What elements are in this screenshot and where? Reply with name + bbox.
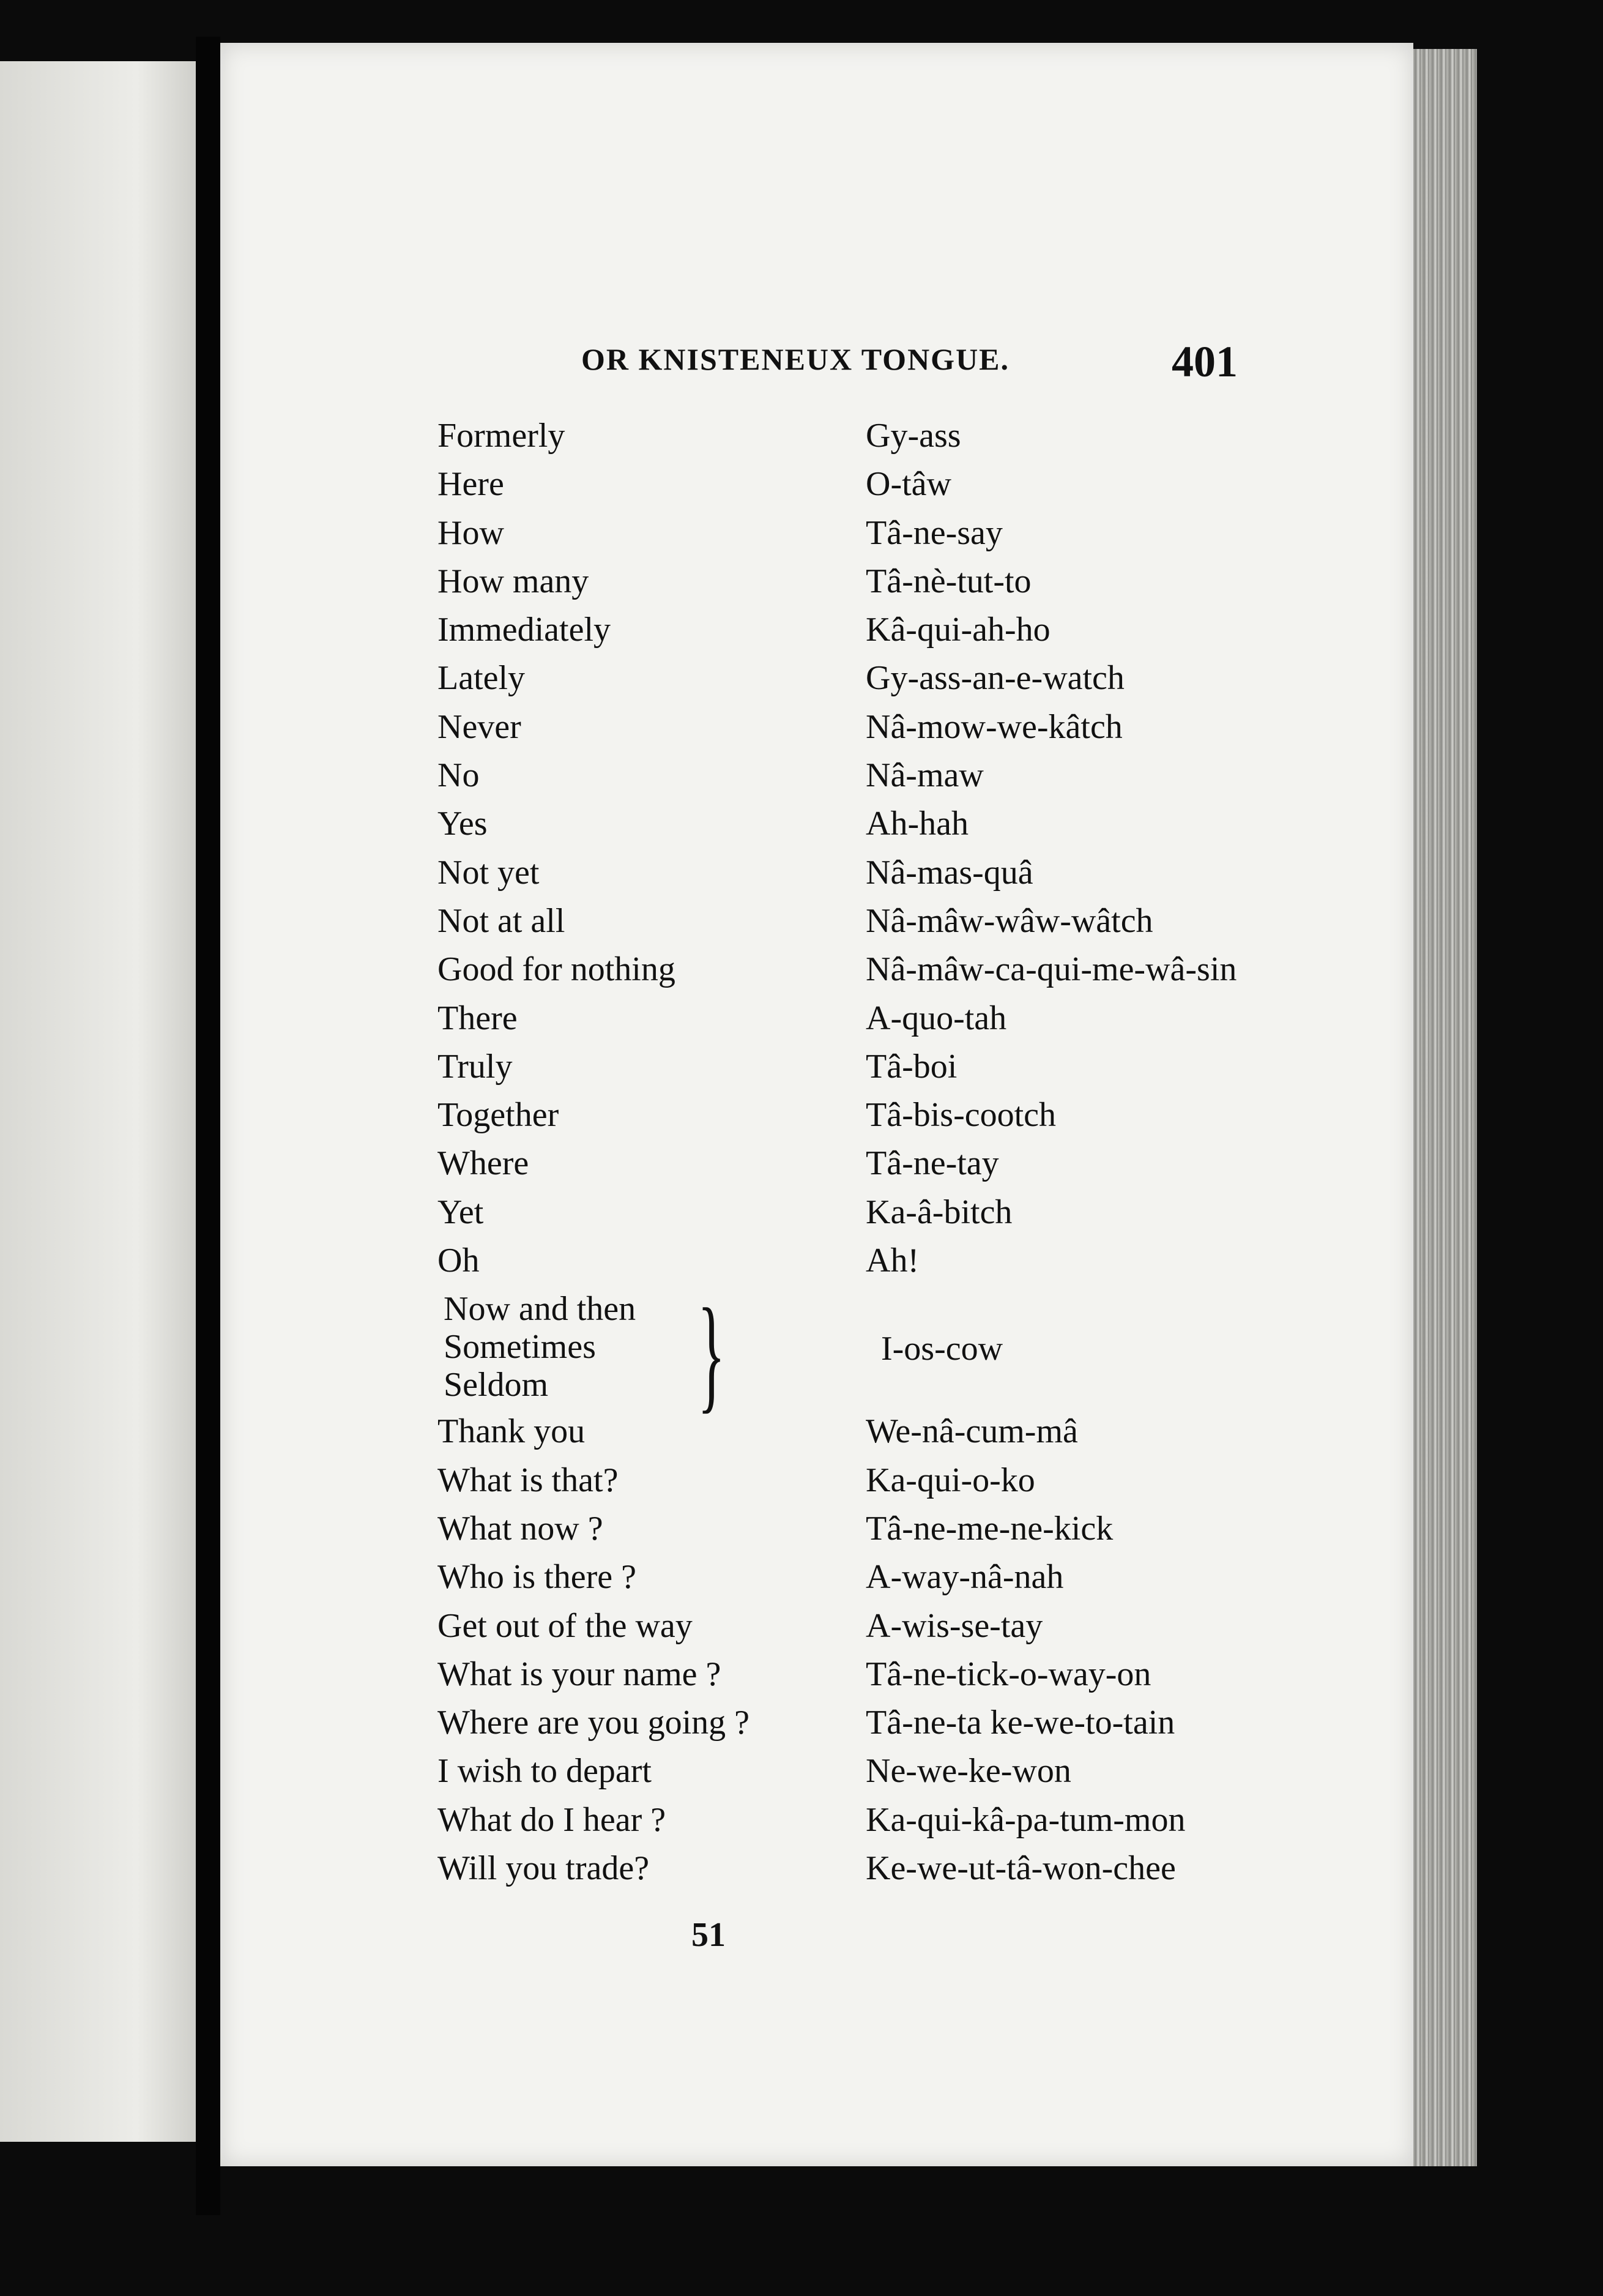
grouped-entry	[220, 1283, 1413, 1425]
english-term: I wish to depart	[437, 1752, 652, 1791]
cree-translation: Nâ-mâw-ca-qui-me-wâ-sin	[866, 950, 1237, 989]
english-term: Lately	[437, 659, 526, 698]
cree-translation: A-wis-se-tay	[866, 1606, 1043, 1645]
cree-translation: A-way-nâ-nah	[866, 1558, 1064, 1597]
english-term: Will you trade?	[437, 1849, 650, 1888]
facing-page-edge	[0, 61, 199, 2142]
english-term: Where are you going ?	[437, 1704, 749, 1742]
cree-translation: Nâ-mow-we-kâtch	[866, 707, 1123, 746]
english-term: Formerly	[437, 417, 565, 455]
page-number: 401	[1172, 337, 1238, 386]
cree-translation: Tâ-ne-ta ke-we-to-tain	[866, 1704, 1175, 1742]
grouped-term: Now and then	[444, 1290, 636, 1329]
cree-translation: We-nâ-cum-mâ	[866, 1412, 1078, 1451]
vocab-row	[220, 562, 1413, 610]
english-term: Not yet	[437, 853, 540, 892]
cree-translation: A-quo-tah	[866, 999, 1007, 1037]
english-term: There	[437, 999, 518, 1037]
vocab-row	[220, 853, 1413, 901]
cree-translation: Tâ-ne-tay	[866, 1144, 999, 1183]
signature-mark: 51	[691, 1916, 726, 1954]
english-term: Together	[437, 1096, 559, 1135]
english-term: What now ?	[437, 1509, 603, 1548]
cree-translation: Tâ-nè-tut-to	[866, 562, 1032, 600]
english-term: Truly	[437, 1047, 513, 1086]
page-header	[220, 337, 1413, 386]
vocabulary-list	[220, 416, 1413, 1897]
vocab-row	[220, 1241, 1413, 1289]
english-term: Yet	[437, 1193, 484, 1231]
vocab-row	[220, 901, 1413, 950]
curly-brace: }	[697, 1283, 726, 1425]
vocab-row	[220, 950, 1413, 998]
vocab-row	[220, 1193, 1413, 1241]
running-head: OR KNISTENEUX TONGUE.	[581, 342, 1010, 376]
english-term: Oh	[437, 1242, 480, 1280]
cree-translation: Tâ-ne-me-ne-kick	[866, 1509, 1114, 1548]
english-term: What is that?	[437, 1461, 619, 1499]
cree-translation: Ne-we-ke-won	[866, 1752, 1071, 1791]
book-gutter	[196, 37, 220, 2215]
cree-translation: Ah-hah	[866, 805, 969, 843]
english-term: Immediately	[437, 611, 611, 649]
vocab-row	[220, 416, 1413, 464]
vocab-row	[220, 1412, 1413, 1460]
cree-translation: Ka-â-bitch	[866, 1193, 1013, 1231]
cree-translation: Nâ-mas-quâ	[866, 853, 1033, 892]
vocab-row	[220, 1095, 1413, 1144]
vocab-row	[220, 1703, 1413, 1751]
cree-translation: Tâ-ne-tick-o-way-on	[866, 1655, 1151, 1693]
vocab-row	[220, 1557, 1413, 1606]
book-page	[220, 43, 1413, 2166]
english-term: Thank you	[437, 1412, 586, 1451]
english-term: What is your name ?	[437, 1655, 721, 1693]
cree-translation: Kâ-qui-ah-ho	[866, 611, 1051, 649]
english-term: How	[437, 513, 504, 552]
vocab-row	[220, 999, 1413, 1047]
english-term: No	[437, 756, 480, 795]
vocab-row	[220, 1509, 1413, 1557]
cree-translation: Tâ-bis-cootch	[866, 1096, 1056, 1135]
vocab-row	[220, 658, 1413, 707]
english-term: Where	[437, 1144, 529, 1183]
grouped-term: Seldom	[444, 1366, 549, 1404]
cree-translation: Ah!	[866, 1242, 920, 1280]
vocab-row	[220, 756, 1413, 804]
english-term: How many	[437, 562, 589, 600]
cree-translation: Tâ-boi	[866, 1047, 958, 1086]
vocab-row	[220, 1461, 1413, 1509]
vocab-row	[220, 1144, 1413, 1192]
english-term: Yes	[437, 805, 488, 843]
vocab-row	[220, 1849, 1413, 1897]
cree-translation: Nâ-maw	[866, 756, 984, 795]
english-term: Here	[437, 465, 504, 504]
grouped-term: Sometimes	[444, 1328, 596, 1366]
vocab-row	[220, 1751, 1413, 1800]
cree-translation: Ka-qui-kâ-pa-tum-mon	[866, 1800, 1186, 1839]
vocab-row	[220, 1047, 1413, 1095]
vocab-row	[220, 610, 1413, 658]
english-term: Get out of the way	[437, 1606, 693, 1645]
cree-translation: Ka-qui-o-ko	[866, 1461, 1035, 1499]
cree-translation: O-tâw	[866, 465, 951, 504]
vocab-row	[220, 707, 1413, 756]
english-term: Never	[437, 707, 521, 746]
vocab-row	[220, 804, 1413, 852]
cree-translation: Tâ-ne-say	[866, 513, 1003, 552]
english-term: What do I hear ?	[437, 1800, 666, 1839]
english-term: Who is there ?	[437, 1558, 636, 1597]
vocab-row	[220, 464, 1413, 513]
vocab-row	[220, 1655, 1413, 1703]
vocab-row	[220, 513, 1413, 562]
english-term: Not at all	[437, 901, 565, 940]
cree-translation: Gy-ass	[866, 417, 961, 455]
cree-translation: Gy-ass-an-e-watch	[866, 659, 1125, 698]
cree-translation: Ke-we-ut-tâ-won-chee	[866, 1849, 1176, 1888]
cree-translation: Nâ-mâw-wâw-wâtch	[866, 901, 1153, 940]
grouped-translation: I-os-cow	[881, 1330, 1003, 1368]
vocab-row	[220, 1606, 1413, 1655]
vocab-row	[220, 1800, 1413, 1849]
english-term: Good for nothing	[437, 950, 675, 989]
